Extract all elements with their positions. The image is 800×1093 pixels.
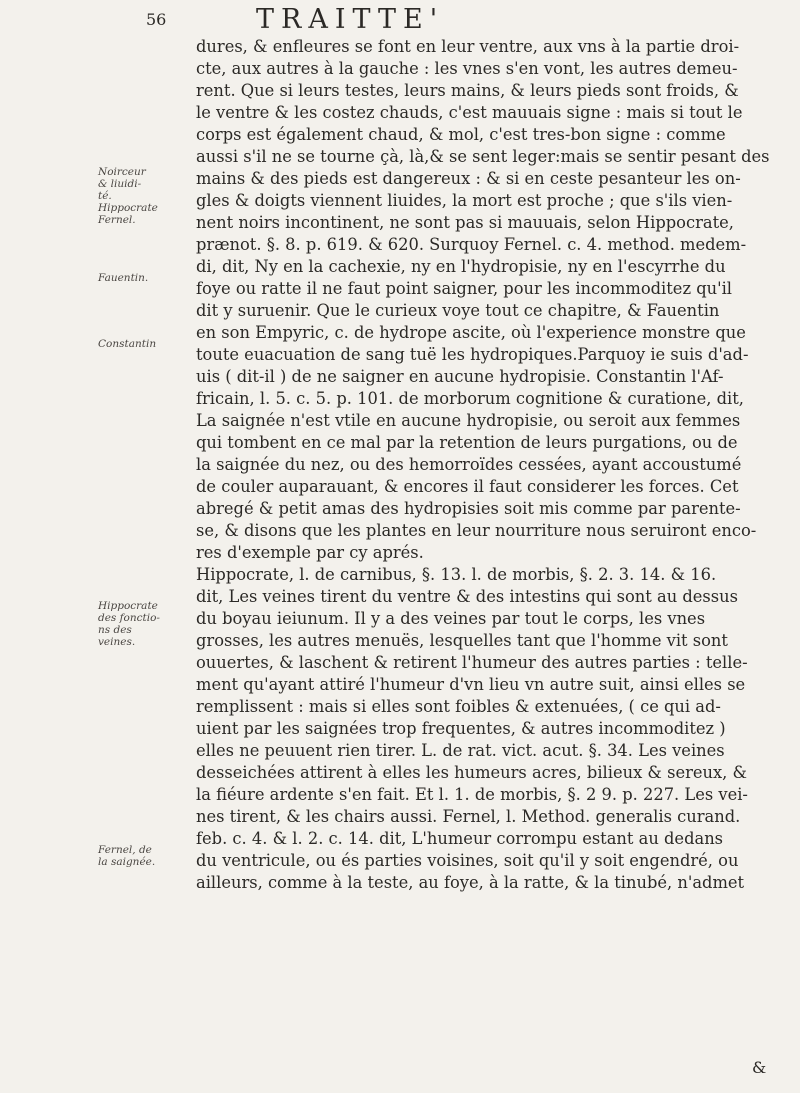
text-line: qui tombent en ce mal par la retention de leurs purgations, ou de bbox=[196, 433, 738, 452]
margin-note-noirceur: Noirceur & liuidi- té. Hippocrate Fernel. bbox=[98, 166, 158, 226]
text-line: uis ( dit-il ) de ne saigner en aucune hydropisie. Constantin l'Af- bbox=[196, 367, 724, 386]
text-line: la saignée du nez, ou des hemorroïdes cessées, ayant accoustumé bbox=[196, 455, 742, 474]
text-line: nes tirent, & les chairs aussi. Fernel, l. Method. generalis curand. bbox=[196, 807, 741, 826]
text-line: aussi s'il ne se tourne çà, là,& se sent leger:mais se sentir pesant des bbox=[196, 147, 770, 166]
text-line: dit, Les veines tirent du ventre & des intestins qui sont au dessus bbox=[196, 587, 738, 606]
text-line: foye ou ratte il ne faut point saigner, pour les incommoditez qu'il bbox=[196, 279, 732, 298]
text-line: ouuertes, & laschent & retirent l'humeur des autres parties : telle- bbox=[196, 653, 748, 672]
text-line: di, dit, Ny en la cachexie, ny en l'hydropisie, ny en l'escyrrhe du bbox=[196, 257, 726, 276]
text-line: cte, aux autres à la gauche : les vnes s'en vont, les autres demeu- bbox=[196, 59, 738, 78]
text-line: La saignée n'est vtile en aucune hydropisie, ou seroit aux femmes bbox=[196, 411, 741, 430]
page-number: 56 bbox=[146, 10, 167, 29]
text-line: ailleurs, comme à la teste, au foye, à la ratte, & la tinubé, n'admet bbox=[196, 873, 745, 892]
text-line: ment qu'ayant attiré l'humeur d'vn lieu vn autre suit, ainsi elles se bbox=[196, 675, 746, 694]
text-line: le ventre & les costez chauds, c'est mauuais signe : mais si tout le bbox=[196, 103, 743, 122]
text-line: nent noirs incontinent, ne sont pas si mauuais, selon Hippocrate, bbox=[196, 213, 734, 232]
text-line: feb. c. 4. & l. 2. c. 14. dit, L'humeur corrompu estant au dedans bbox=[196, 829, 724, 848]
text-line: toute euacuation de sang tuë les hydropiques.Parquoy ie suis d'ad- bbox=[196, 345, 749, 364]
text-line: uient par les saignées trop frequentes, & autres incommoditez ) bbox=[196, 719, 726, 738]
text-line: du boyau ieiunum. Il y a des veines par tout le corps, les vnes bbox=[196, 609, 706, 628]
text-line: se, & disons que les plantes en leur nourriture nous seruiront enco- bbox=[196, 521, 757, 540]
margin-note-fauentin: Fauentin. bbox=[98, 272, 149, 284]
text-line: prænot. §. 8. p. 619. & 620. Surquoy Fernel. c. 4. method. medem- bbox=[196, 235, 747, 254]
text-line: Hippocrate, l. de carnibus, §. 13. l. de morbis, §. 2. 3. 14. & 16. bbox=[196, 565, 717, 584]
margin-note-fernel: Fernel, de la saignée. bbox=[98, 844, 156, 868]
text-line: elles ne peuuent rien tirer. L. de rat. vict. acut. §. 34. Les veines bbox=[196, 741, 725, 760]
running-title: TRAITTE' bbox=[256, 4, 445, 35]
text-line: abregé & petit amas des hydropisies soit mis comme par parente- bbox=[196, 499, 741, 518]
text-line: la fiéure ardente s'en fait. Et l. 1. de morbis, §. 2 9. p. 227. Les vei- bbox=[196, 785, 748, 804]
margin-note-constantin: Constantin bbox=[98, 338, 157, 350]
text-line: fricain, l. 5. c. 5. p. 101. de morborum cognitione & curatione, dit, bbox=[196, 389, 744, 408]
text-line: corps est également chaud, & mol, c'est tres-bon signe : comme bbox=[196, 125, 726, 144]
text-line: grosses, les autres menuës, lesquelles tant que l'homme vit sont bbox=[196, 631, 728, 650]
text-line: remplissent : mais si elles sont foibles & extenuées, ( ce qui ad- bbox=[196, 697, 721, 716]
text-line: gles & doigts viennent liuides, la mort est proche ; que s'ils vien- bbox=[196, 191, 733, 210]
text-line: en son Empyric, c. de hydrope ascite, où l'experience monstre que bbox=[196, 323, 746, 342]
text-line: dit y suruenir. Que le curieux voye tout ce chapitre, & Fauentin bbox=[196, 301, 720, 320]
text-line: du ventricule, ou és parties voisines, soit qu'il y soit engendré, ou bbox=[196, 851, 739, 870]
text-line: dures, & enfleures se font en leur ventre, aux vns à la partie droi- bbox=[196, 37, 740, 56]
margin-note-hippocrate: Hippocrate des fonctio- ns des veines. bbox=[98, 600, 160, 648]
text-line: desseichées attirent à elles les humeurs acres, bilieux & sereux, & bbox=[196, 763, 748, 782]
catchword: & bbox=[752, 1058, 767, 1077]
text-line: rent. Que si leurs testes, leurs mains, & leurs pieds sont froids, & bbox=[196, 81, 739, 100]
text-line: de couler auparauant, & encores il faut considerer les forces. Cet bbox=[196, 477, 739, 496]
body-text bbox=[196, 36, 782, 894]
text-line: mains & des pieds est dangereux : & si en ceste pesanteur les on- bbox=[196, 169, 741, 188]
text-line: res d'exemple par cy aprés. bbox=[196, 543, 424, 562]
